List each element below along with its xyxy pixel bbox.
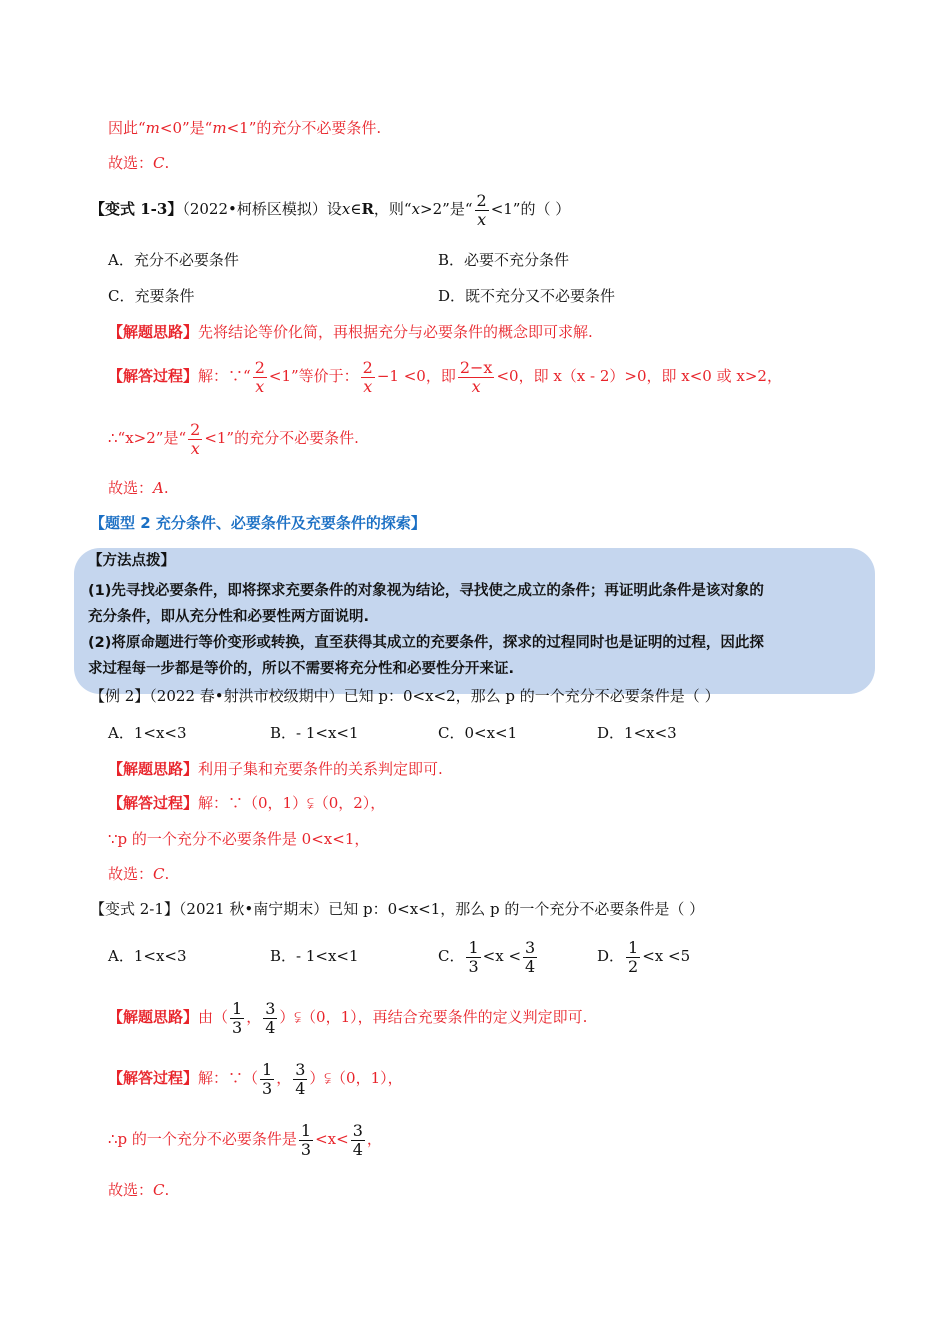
denominator: 4	[525, 956, 536, 976]
fraction	[466, 939, 480, 976]
idea-tag: 【解题思路】	[108, 760, 199, 778]
idea-text: 先将结论等价化简，再根据充分与必要条件的概念即可求解.	[198, 323, 593, 341]
numerator: 1	[232, 998, 243, 1018]
example-2-question: 【例 2】（2022 春•射洪市校级期中）已知 p：0<x<2，那么 p 的一个充分不必要条件是（ ）	[90, 687, 720, 705]
denominator: 2	[628, 956, 639, 976]
set-R: R	[361, 200, 374, 218]
solution-conclusion	[108, 1118, 382, 1160]
answer-label: 故选：	[108, 479, 154, 497]
answer-label: 故选：	[108, 865, 154, 883]
fraction	[293, 1061, 307, 1098]
answer-choice: C	[153, 1181, 165, 1199]
numerator: 2	[254, 357, 265, 377]
fraction	[263, 1000, 277, 1037]
period: .	[163, 479, 169, 497]
option-d: D．既不充分又不必要条件	[438, 287, 616, 305]
numerator: 1	[300, 1120, 312, 1140]
solution-idea	[108, 322, 593, 342]
option-b: B．- 1<x<1	[270, 724, 359, 742]
solution-conclusion	[108, 416, 359, 460]
text: D．	[597, 947, 625, 965]
process-tag: 【解答过程】	[108, 367, 199, 385]
var-m: m	[145, 119, 160, 137]
denominator: 3	[262, 1078, 273, 1098]
text: ∈	[350, 200, 362, 218]
method-line-1: (1)先寻找必要条件，即将探求充要条件的对象视为结论，寻找使之成立的条件；再证明此条件是该对象的	[88, 583, 764, 599]
numerator: 3	[295, 1059, 306, 1079]
method-line-4: 求过程每一步都是等价的，所以不需要将充分性和必要性分开来证.	[88, 661, 515, 677]
text: C．	[438, 947, 465, 965]
process-tag: 【解答过程】	[108, 1069, 199, 1087]
denominator: x	[477, 209, 487, 229]
answer-label: 故选：	[108, 154, 154, 172]
solution-idea	[108, 996, 587, 1038]
var-x: x	[341, 200, 351, 218]
solution-process	[108, 793, 385, 813]
text: 解：∵（	[198, 1069, 259, 1087]
method-line-2: 充分条件，即从充分性和必要性两方面说明.	[88, 609, 370, 625]
idea-tag: 【解题思路】	[108, 323, 199, 341]
text: >2”是“	[420, 200, 473, 218]
fraction	[523, 939, 537, 976]
text: ，	[366, 1130, 382, 1148]
denominator: x	[363, 376, 373, 396]
period: .	[164, 865, 170, 883]
solution-process	[108, 1057, 403, 1099]
numerator: 1	[628, 937, 639, 957]
numerator: 2−x	[459, 357, 493, 377]
fraction	[475, 192, 489, 229]
fraction	[458, 359, 495, 396]
fraction	[361, 359, 375, 396]
method-title: 【方法点拨】	[88, 553, 175, 569]
option-a: A．1<x<3	[108, 724, 187, 742]
denominator: 3	[468, 956, 479, 976]
period: .	[164, 1181, 170, 1199]
question-source: （2022•柯桥区模拟）设	[182, 200, 342, 218]
text: ）⫋（0，1），	[309, 1069, 403, 1087]
fraction	[351, 1122, 365, 1159]
denominator: 3	[232, 1017, 243, 1037]
variant-2-1-question: 【变式 2-1】（2021 秋•南宁期末）已知 p：0<x<1，那么 p 的一个充分不必要条件是（ ）	[90, 900, 705, 918]
answer-label: 故选：	[108, 1181, 154, 1199]
denominator: 4	[352, 1139, 363, 1159]
denominator: x	[471, 376, 481, 396]
idea-tag: 【解题思路】	[108, 1008, 199, 1026]
fraction	[626, 939, 640, 976]
solution-conclusion: ∵p 的一个充分不必要条件是 0<x<1，	[108, 830, 370, 848]
solution-idea	[108, 759, 443, 779]
option-d	[597, 935, 690, 977]
numerator: 3	[352, 1120, 363, 1140]
text: ∴“x>2”是“	[108, 429, 187, 447]
text: −1 <0，即	[376, 367, 456, 385]
solution-process	[108, 354, 782, 398]
text: ，	[246, 1008, 262, 1026]
numerator: 1	[262, 1059, 273, 1079]
answer-choice: C	[153, 154, 165, 172]
answer-line	[108, 864, 169, 884]
numerator: 3	[525, 937, 536, 957]
text: ，则“	[373, 200, 412, 218]
numerator: 2	[362, 357, 373, 377]
answer-line	[108, 1180, 169, 1200]
text: <x<	[315, 1130, 349, 1148]
text: 由（	[198, 1008, 229, 1026]
fraction	[188, 421, 202, 458]
option-b: B．必要不充分条件	[438, 251, 570, 269]
text: <0”是“	[159, 119, 213, 137]
fraction	[253, 359, 267, 396]
period: .	[164, 154, 170, 172]
fraction	[299, 1122, 313, 1159]
method-line-3: (2)将原命题进行等价变形或转换，直至获得其成立的充要条件，探求的过程同时也是证明的过程，因此探	[88, 635, 764, 651]
numerator: 3	[265, 998, 276, 1018]
option-c: C．0<x<1	[438, 724, 518, 742]
option-b: B．- 1<x<1	[270, 947, 359, 965]
text: <1”的充分不必要条件.	[204, 429, 359, 447]
text: <1”的充分不必要条件.	[226, 119, 382, 137]
numerator: 2	[190, 419, 201, 439]
text: ）⫋（0，1），再结合充要条件的定义判定即可.	[279, 1008, 588, 1026]
question-tag: 【变式 1-3】	[90, 200, 183, 218]
text: ，	[276, 1069, 292, 1087]
var-m: m	[212, 119, 227, 137]
idea-text: 利用子集和充要条件的关系判定即可.	[198, 760, 443, 778]
process-tag: 【解答过程】	[108, 794, 199, 812]
text: <1”等价于：	[268, 367, 359, 385]
answer-choice: C	[153, 865, 165, 883]
text: <x <5	[642, 947, 691, 965]
section-heading: 【题型 2 充分条件、必要条件及充要条件的探索】	[90, 514, 426, 532]
answer-line	[108, 153, 169, 173]
text: <1”的（ ）	[490, 200, 571, 218]
denominator: x	[255, 376, 265, 396]
text: <x <	[482, 947, 522, 965]
fraction	[230, 1000, 244, 1037]
denominator: 4	[295, 1078, 306, 1098]
fraction	[260, 1061, 274, 1098]
numerator: 1	[468, 937, 479, 957]
option-a: A．充分不必要条件	[108, 251, 239, 269]
process-text: 解：∵（0，1）⫋（0，2），	[198, 794, 386, 812]
denominator: 4	[265, 1017, 276, 1037]
option-c	[438, 935, 539, 977]
text: 解：∵“	[198, 367, 251, 385]
conclusion-line	[108, 118, 381, 138]
numerator: 2	[476, 190, 487, 210]
variant-1-3-question	[90, 190, 570, 229]
option-d: D．1<x<3	[597, 724, 677, 742]
var-x: x	[411, 200, 421, 218]
option-c: C．充要条件	[108, 287, 195, 305]
option-a: A．1<x<3	[108, 947, 187, 965]
text: <0，即 x（x - 2）>0，即 x<0 或 x>2，	[496, 367, 782, 385]
denominator: 3	[300, 1139, 312, 1159]
text: ∴p 的一个充分不必要条件是	[108, 1130, 297, 1148]
text: 因此“	[108, 119, 146, 137]
answer-choice: A	[153, 479, 164, 497]
answer-line	[108, 478, 169, 498]
denominator: x	[190, 438, 200, 458]
